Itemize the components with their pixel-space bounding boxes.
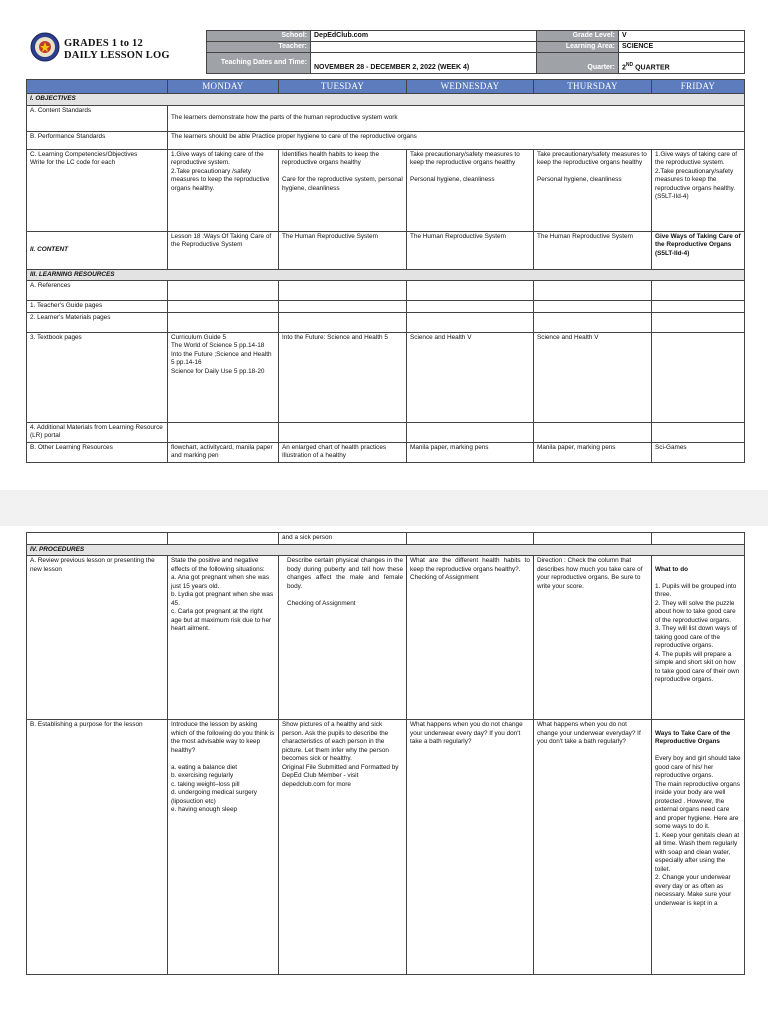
- content-thursday: The Human Reproductive System: [534, 231, 652, 269]
- lesson-log-table: [26, 79, 745, 463]
- day-thursday: THURSDAY: [534, 80, 652, 94]
- area-value: SCIENCE: [619, 42, 745, 53]
- competency-monday: 1.Give ways of taking care of the reproductive system. 2.Take precautionary /safety measures to keep the reproductive organs healthy.: [168, 149, 279, 231]
- purpose-friday-title: Ways to Take Care of the Reproductive Organs: [655, 729, 731, 745]
- review-friday-title: What to do: [655, 565, 689, 573]
- review-thursday: Direction : Check the column that describes how much you take care of your reproductive organs. Be sure to write your score.: [534, 556, 652, 720]
- textbook-friday: [652, 332, 745, 422]
- resources-heading: III. LEARNING RESOURCES: [27, 269, 745, 281]
- purpose-wednesday: What happens when you do not change your underwear every day? If you don't take a bath regularly?: [407, 720, 534, 975]
- references-label: A. References: [27, 281, 168, 301]
- dates-value: NOVEMBER 28 - DECEMBER 2, 2022 (WEEK 4): [311, 53, 537, 74]
- teacher-value: [311, 42, 537, 53]
- purpose-thursday: What happens when you do not change your underwear everyday? If you don't take a bath regularly?: [534, 720, 652, 975]
- competency-friday: 1.Give ways of taking care of the reproductive system. 2.Take precautionary/safety measures to keep the reproductive organs healthy.(S5LT-IId-4): [652, 149, 745, 231]
- other-resources-label: B. Other Learning Resources: [27, 442, 168, 462]
- day-wednesday: WEDNESDAY: [407, 80, 534, 94]
- performance-standards-text: The learners should be able Practice proper hygiene to care of the reproductive organs: [168, 131, 745, 149]
- review-friday-body: 1. Pupils will be grouped into three. 2. They will solve the puzzle about how to take good care of the reproductive organs. 3. They will list down ways of taking good care of the reproductive organs. 4. The pupils will prepare a simple and short skit on how to take good care of their own reproductive organs.: [655, 582, 740, 683]
- purpose-label: B. Establishing a purpose for the lesson: [27, 720, 168, 975]
- teacher-label: Teacher:: [207, 42, 311, 53]
- header-info-table: [206, 30, 745, 74]
- other-friday: Sci-Games: [652, 442, 745, 462]
- grade-value: V: [619, 31, 745, 42]
- textbook-monday: Curriculum Guide 5 The World of Science 5 pp.14-18 Into the Future ;Science and Health 5 pp.14-16 Science for Daily Use 5 pp.18-20: [168, 332, 279, 422]
- other-thursday: Manila paper, marking pens: [534, 442, 652, 462]
- purpose-friday: [652, 720, 745, 975]
- other-tuesday-continued: and a sick person: [279, 533, 407, 545]
- deped-seal-icon: [30, 32, 60, 62]
- performance-standards-label: B. Performance Standards: [27, 131, 168, 149]
- other-wednesday: Manila paper, marking pens: [407, 442, 534, 462]
- review-label: A. Review previous lesson or presenting the new lesson: [27, 556, 168, 720]
- grade-label: Grade Level:: [537, 31, 619, 42]
- content-standards-text: The learners demonstrate how the parts of the human reproductive system work: [168, 105, 745, 131]
- day-friday: FRIDAY: [652, 80, 745, 94]
- school-label: School:: [207, 31, 311, 42]
- teachers-guide-label: 1. Teacher's Guide pages: [27, 301, 168, 313]
- quarter-value: 2ND QUARTER: [619, 53, 745, 74]
- objectives-heading: I. OBJECTIVES: [27, 94, 745, 106]
- review-monday: State the positive and negative effects of the following situations: a. Ana got pregnant when she was just 15 years old. b. Lydia got pregnant when she was 45. c. Carla got pregnant at the right age but at maximum risk due to her heart ailment.: [168, 556, 279, 720]
- textbook-tuesday: Into the Future: Science and Health 5: [279, 332, 407, 422]
- competencies-label: C. Learning Competencies/Objectives Write for the LC code for each: [27, 149, 168, 231]
- title-line-2: DAILY LESSON LOG: [64, 50, 170, 61]
- other-monday: flowchart, activitycard, manila paper and marking pen: [168, 442, 279, 462]
- content-monday: Lesson 18 :Ways Of Taking Care of the Reproductive System: [168, 231, 279, 269]
- other-tuesday: An enlarged chart of health practices Illustration of a healthy: [279, 442, 407, 462]
- day-tuesday: TUESDAY: [279, 80, 407, 94]
- textbook-label: 3. Textbook pages: [27, 332, 168, 422]
- quarter-label: Quarter:: [537, 53, 619, 74]
- competency-tuesday: Identifies health habits to keep the reproductive organs healthy Care for the reproductive system, personal hygiene, cleanliness: [279, 149, 407, 231]
- purpose-monday: Introduce the lesson by asking which of the following do you think is the most advisable way to keep healthy? a. eating a balance diet b. exercising regularly c. taking weight–loss pill d. undergoing medical surgery (liposuction etc) e. having enough sleep: [168, 720, 279, 975]
- review-friday: [652, 556, 745, 720]
- competency-wednesday: Take precautionary/safety measures to keep the reproductive organs healthy Personal hygiene, cleanliness: [407, 149, 534, 231]
- purpose-friday-body: Every boy and girl should take good care of his/ her reproductive organs. The main reproductive organs inside your body are well protected . However, the external organs need care and proper hygiene. Here are some ways to do it. 1. Keep your genitals clean at all time. Wash them regularly with soap and clean water, especially after using the toilet. 2. Change your underwear every day or as often as necessary. Make sure your underwear is kept in a: [655, 755, 741, 907]
- page-1: [0, 0, 768, 490]
- procedures-heading: IV. PROCEDURES: [27, 544, 745, 556]
- competency-thursday: Take precautionary/safety measures to keep the reproductive organs healthy Personal hygiene, cleanliness: [534, 149, 652, 231]
- content-wednesday: The Human Reproductive System: [407, 231, 534, 269]
- review-wednesday: What are the different health habits to keep the reproductive organs healthy?. Checking of Assignment: [407, 556, 534, 720]
- content-tuesday: The Human Reproductive System: [279, 231, 407, 269]
- title-line-1: GRADES 1 to 12: [64, 38, 143, 49]
- day-monday: MONDAY: [168, 80, 279, 94]
- content-standards-label: A. Content Standards: [27, 105, 168, 131]
- content-label: II. CONTENT: [27, 231, 168, 269]
- lr-portal-label: 4. Additional Materials from Learning Resource (LR) portal: [27, 422, 168, 442]
- day-header-row: [27, 80, 745, 94]
- purpose-tuesday: Show pictures of a healthy and sick person. Ask the pupils to describe the characteristics of each person in the picture. Let them infer why the person becomes sick or healthy. Original File Submitted and Formatted by DepEd Club Member - visit depedclub.com for more: [279, 720, 407, 975]
- textbook-wednesday: Science and Health V: [407, 332, 534, 422]
- school-value: DepEdClub.com: [311, 31, 537, 42]
- area-label: Learning Area:: [537, 42, 619, 53]
- dates-label: Teaching Dates and Time:: [207, 53, 311, 74]
- textbook-thursday: Science and Health V: [534, 332, 652, 422]
- learners-materials-label: 2. Learner's Materials pages: [27, 312, 168, 332]
- lesson-log-table-continued: [26, 532, 745, 975]
- content-friday: Give Ways of Taking Care of the Reproductive Organs (S5LT-IId-4): [652, 231, 745, 269]
- review-tuesday: Describe certain physical changes in the body during puberty and tell how these changes affect the male and female body. Checking of Assignment: [279, 556, 407, 720]
